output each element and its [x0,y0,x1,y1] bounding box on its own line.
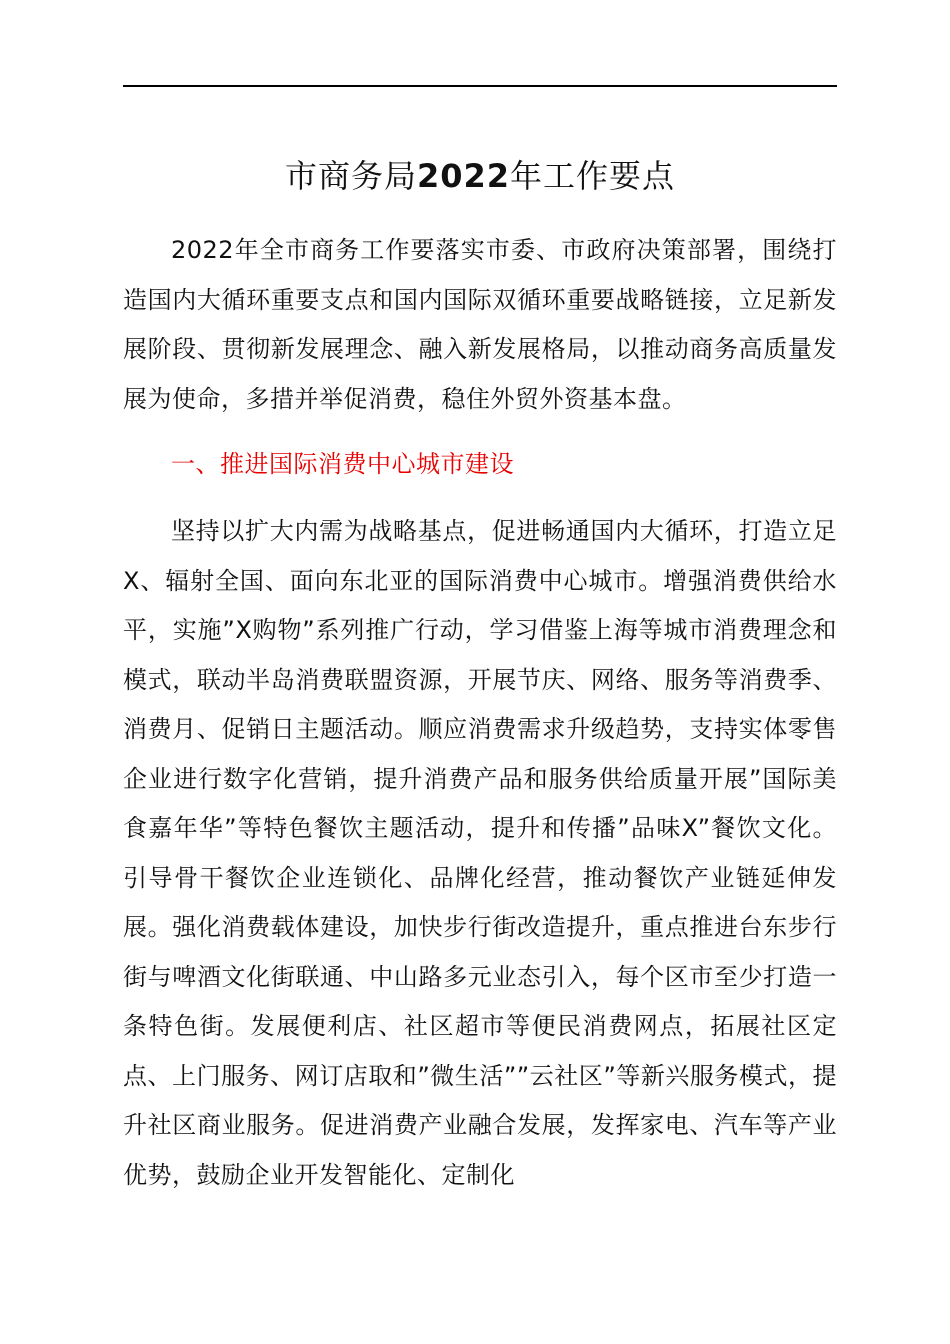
header-rule [123,85,837,87]
title-year: 2022 [416,157,511,195]
title-suffix: 年工作要点 [510,157,676,195]
intro-paragraph: 2022年全市商务工作要落实市委、市政府决策部署，围绕打造国内大循环重要支点和国内国际双循环重要战略链接，立足新发展阶段、贯彻新发展理念、融入新发展格局，以推动商务高质量发展为使命，多措并举促消费，稳住外贸外资基本盘。 [123,236,837,413]
section-body-1: 坚持以扩大内需为战略基点，促进畅通国内大循环，打造立足X、辐射全国、面向东北亚的国际消费中心城市。增强消费供给水平，实施”X购物”系列推广行动，学习借鉴上海等城市消费理念和模式，联动半岛消费联盟资源，开展节庆、网络、服务等消费季、消费月、促销日主题活动。顺应消费需求升级趋势，支持实体零售企业进行数字化营销，提升消费产品和服务供给质量开展”国际美食嘉年华”等特色餐饮主题活动，提升和传播”品味X”餐饮文化。引导骨干餐饮企业连锁化、品牌化经营，推动餐饮产业链延伸发展。强化消费载体建设，加快步行街改造提升，重点推进台东步行街与啤酒文化街联通、中山路多元业态引入，每个区市至少打造一条特色街。发展便利店、社区超市等便民消费网点，拓展社区定点、上门服务、网订店取和”微生活””云社区”等新兴服务模式，提升社区商业服务。促进消费产业融合发展，发挥家电、汽车等产业优势，鼓励企业开发智能化、定制化 [123,517,837,1189]
title-prefix: 市商务局 [284,157,417,195]
section-heading-1: 一、推进国际消费中心城市建设 [171,450,514,478]
document-title [123,148,837,204]
